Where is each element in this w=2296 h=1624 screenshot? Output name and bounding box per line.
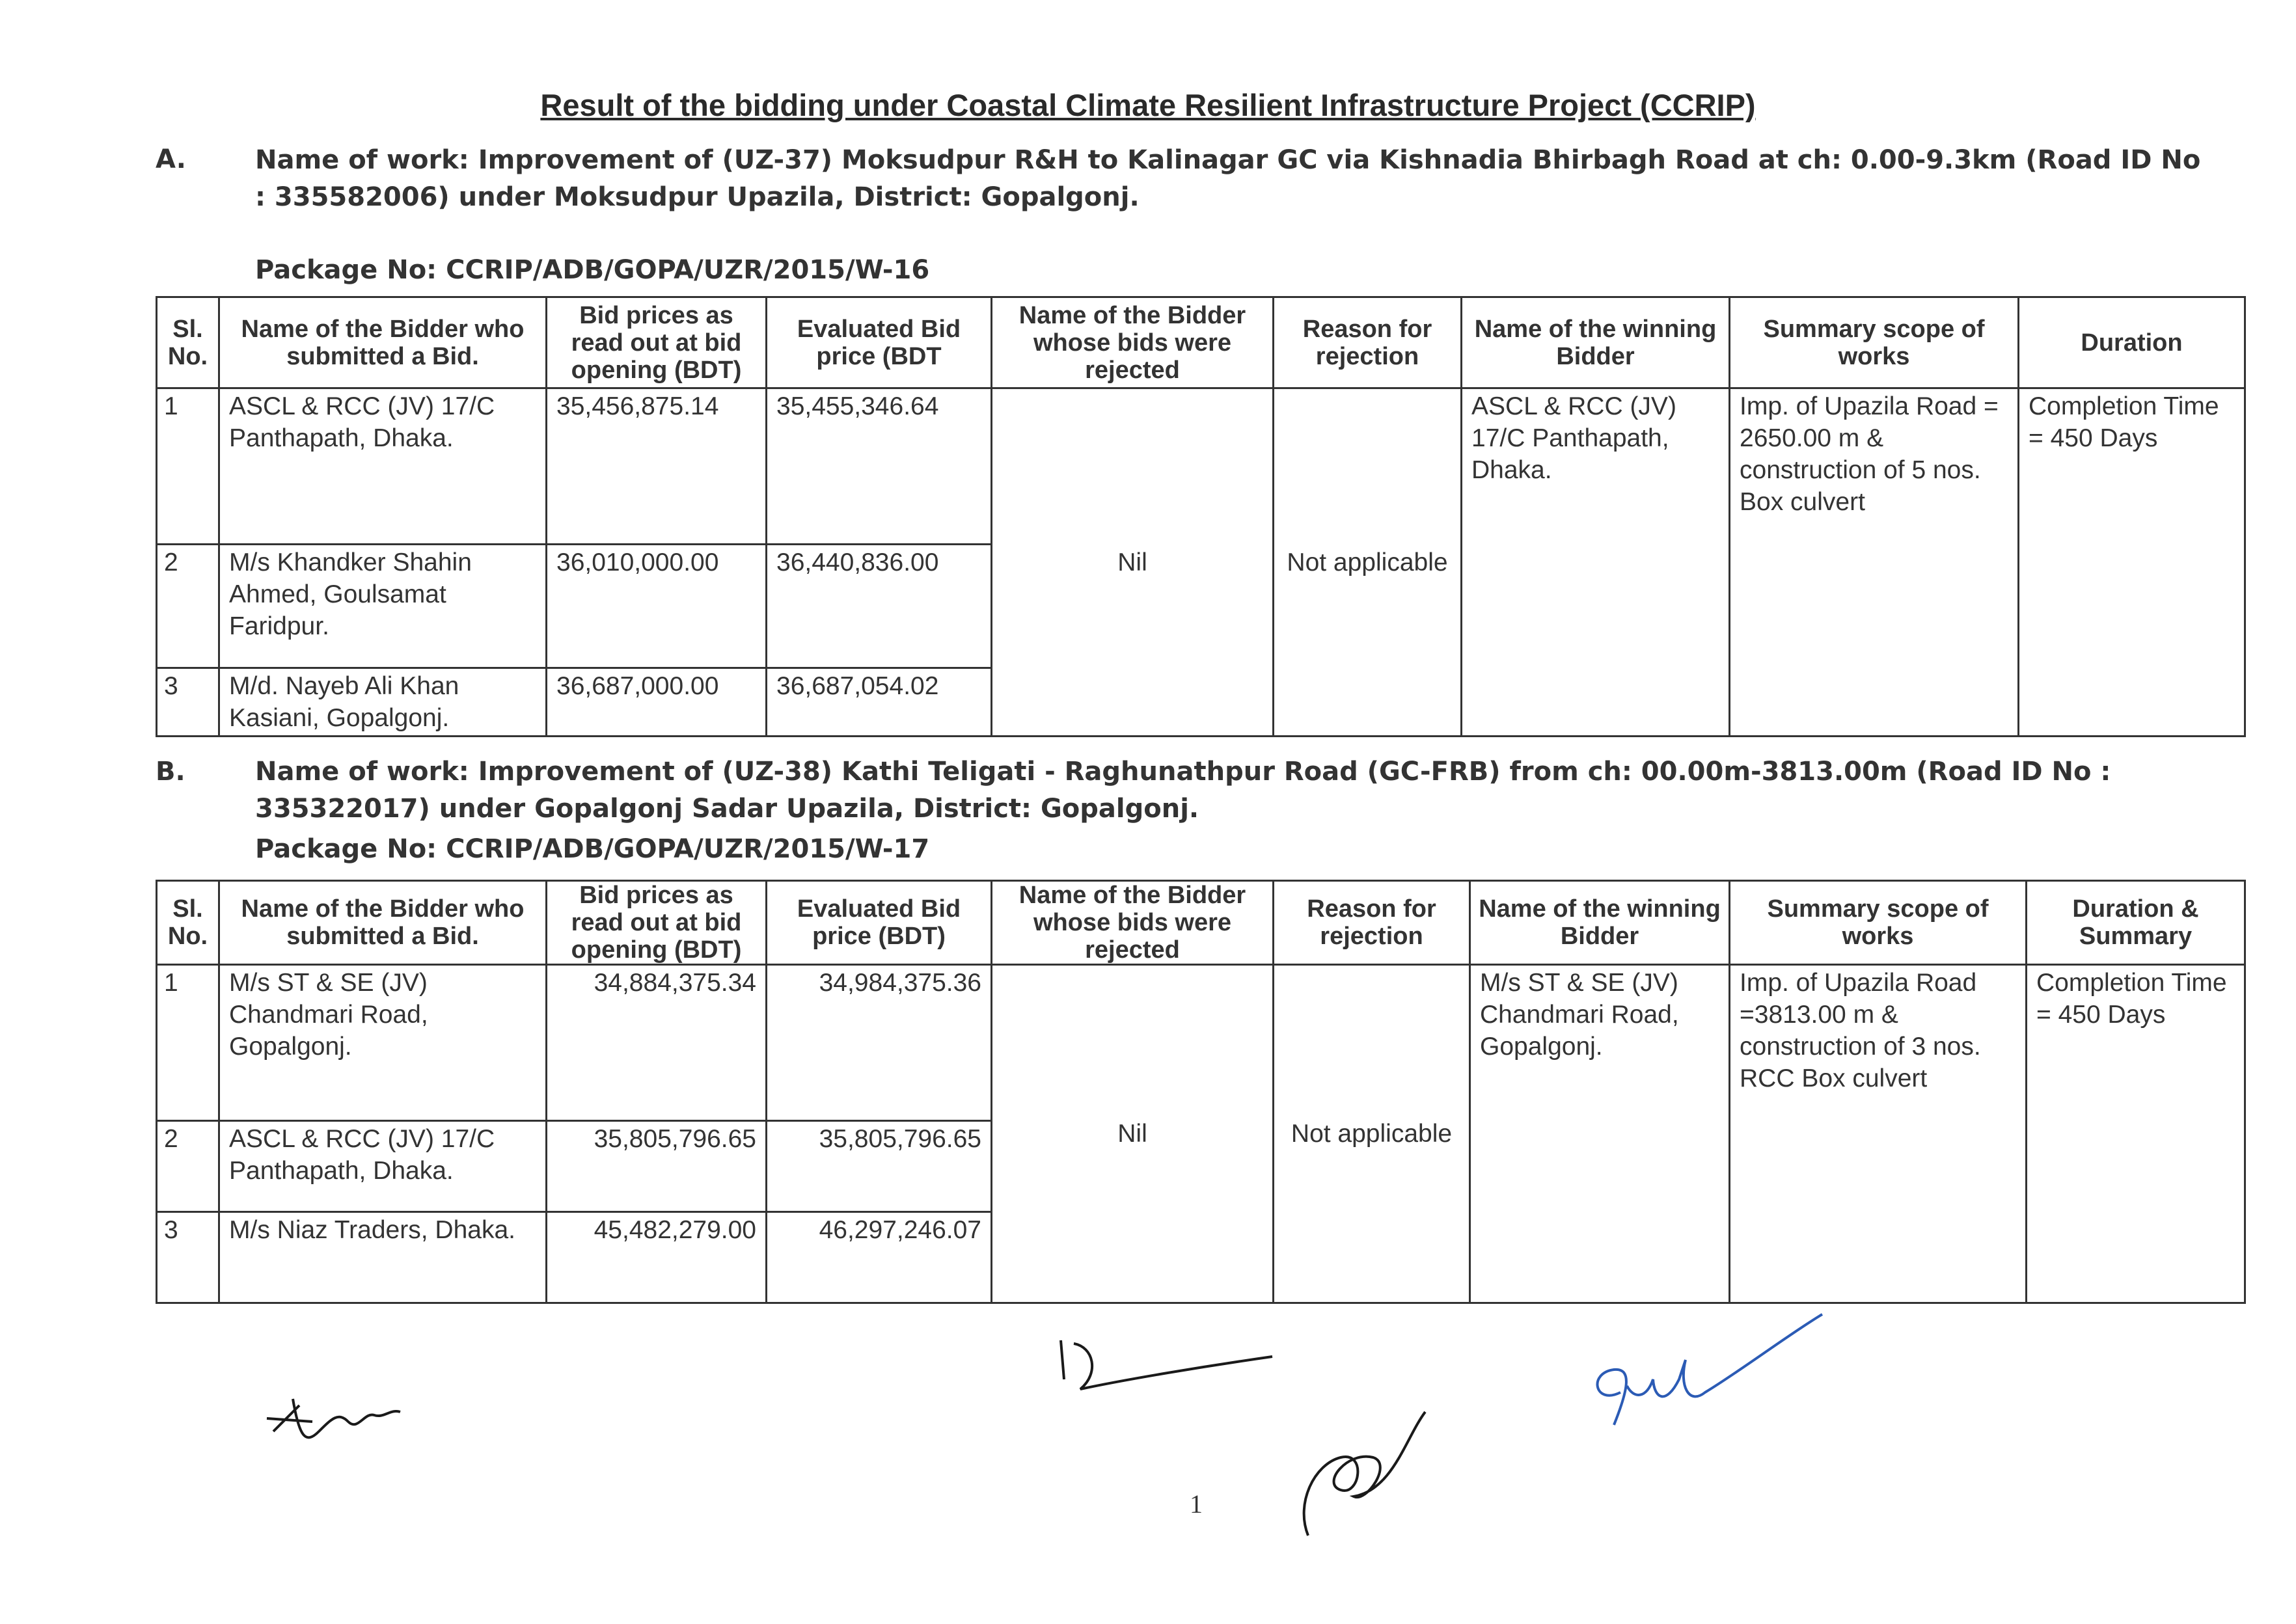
header-bid-price: Bid prices as read out at bid opening (BDT) — [547, 881, 767, 965]
header-scope: Summary scope of works — [1730, 881, 2027, 965]
signature-1 — [254, 1360, 410, 1457]
section-a-letter: A. — [156, 144, 186, 174]
bidder-name-cell: M/s ST & SE (JV) Chandmari Road, Gopalgonj. — [219, 965, 547, 1121]
table-header-row — [157, 297, 2245, 388]
rejection-reason-cell: Not applicable — [1274, 965, 1470, 1303]
header-evaluated-price: Evaluated Bid price (BDT) — [767, 881, 992, 965]
bidder-name-cell: ASCL & RCC (JV) 17/C Panthapath, Dhaka. — [219, 1121, 547, 1212]
sl-no-cell: 1 — [157, 388, 219, 545]
signature-4 — [1581, 1308, 1842, 1431]
bid-table-b — [156, 880, 2246, 1304]
rejected-bidder-cell: Nil — [992, 965, 1274, 1303]
header-evaluated-price: Evaluated Bid price (BDT — [767, 297, 992, 388]
signature-2 — [1048, 1327, 1282, 1412]
bidder-name-cell: ASCL & RCC (JV) 17/C Panthapath, Dhaka. — [219, 388, 547, 545]
winning-bidder-cell: M/s ST & SE (JV) Chandmari Road, Gopalgonj. — [1470, 965, 1730, 1303]
signature-3 — [1295, 1399, 1438, 1549]
page-title: Result of the bidding under Coastal Climate Resilient Infrastructure Project (CCRIP) — [540, 88, 1756, 122]
evaluated-price-cell: 35,455,346.64 — [767, 388, 992, 545]
scope-cell: Imp. of Upazila Road =3813.00 m & construction of 3 nos. RCC Box culvert — [1730, 965, 2027, 1303]
bid-price-cell: 45,482,279.00 — [547, 1212, 767, 1303]
header-rejection-reason: Reason for rejection — [1274, 881, 1470, 965]
sl-no-cell: 3 — [157, 668, 219, 737]
header-scope: Summary scope of works — [1730, 297, 2019, 388]
header-rejected-bidder: Name of the Bidder whose bids were rejected — [992, 881, 1274, 965]
bid-price-cell: 36,010,000.00 — [547, 545, 767, 668]
bid-price-cell: 36,687,000.00 — [547, 668, 767, 737]
scope-cell: Imp. of Upazila Road = 2650.00 m & construction of 5 nos. Box culvert — [1730, 388, 2019, 737]
section-b-package: Package No: CCRIP/ADB/GOPA/UZR/2015/W-17 — [255, 834, 930, 864]
duration-cell: Completion Time = 450 Days — [2019, 388, 2245, 737]
header-bid-price: Bid prices as read out at bid opening (BDT) — [547, 297, 767, 388]
evaluated-price-cell: 46,297,246.07 — [767, 1212, 992, 1303]
bidder-name-cell: M/s Khandker Shahin Ahmed, Goulsamat Faridpur. — [219, 545, 547, 668]
bid-price-cell: 35,805,796.65 — [547, 1121, 767, 1212]
section-a-package: Package No: CCRIP/ADB/GOPA/UZR/2015/W-16 — [255, 255, 930, 285]
header-duration: Duration — [2019, 297, 2245, 388]
header-rejected-bidder: Name of the Bidder whose bids were rejected — [992, 297, 1274, 388]
duration-cell: Completion Time = 450 Days — [2027, 965, 2245, 1303]
header-sl-no: Sl. No. — [157, 297, 219, 388]
section-a-work-name: Name of work: Improvement of (UZ-37) Moksudpur R&H to Kalinagar GC via Kishnadia Bhirbagh Road at ch: 0.00-9.3km (Road ID No : 335582006) under Moksudpur Upazila, District: Gopalgonj. — [255, 145, 2201, 212]
header-sl-no: Sl. No. — [157, 881, 219, 965]
header-winning-bidder: Name of the winning Bidder — [1462, 297, 1730, 388]
evaluated-price-cell: 35,805,796.65 — [767, 1121, 992, 1212]
bidder-name-cell: M/d. Nayeb Ali Khan Kasiani, Gopalgonj. — [219, 668, 547, 737]
rejected-bidder-cell: Nil — [992, 388, 1274, 737]
bid-table-a — [156, 296, 2246, 737]
table-row — [157, 965, 2245, 1121]
page-number: 1 — [1190, 1489, 1203, 1519]
winning-bidder-cell: ASCL & RCC (JV) 17/C Panthapath, Dhaka. — [1462, 388, 1730, 737]
bid-price-cell: 34,884,375.34 — [547, 965, 767, 1121]
rejection-reason-cell: Not applicable — [1274, 388, 1462, 737]
evaluated-price-cell: 34,984,375.36 — [767, 965, 992, 1121]
table-header-row — [157, 881, 2245, 965]
table-row — [157, 388, 2245, 545]
evaluated-price-cell: 36,440,836.00 — [767, 545, 992, 668]
sl-no-cell: 3 — [157, 1212, 219, 1303]
section-b-work-name: Name of work: Improvement of (UZ-38) Kathi Teligati - Raghunathpur Road (GC-FRB) from ch: 00.00m-3813.00m (Road ID No : 335322017) under Gopalgonj Sadar Upazila, District: Gopalgonj. — [255, 757, 2111, 824]
header-duration: Duration & Summary — [2027, 881, 2245, 965]
sl-no-cell: 2 — [157, 1121, 219, 1212]
sl-no-cell: 2 — [157, 545, 219, 668]
bidder-name-cell: M/s Niaz Traders, Dhaka. — [219, 1212, 547, 1303]
section-b-letter: B. — [156, 757, 185, 787]
header-bidder-name: Name of the Bidder who submitted a Bid. — [219, 881, 547, 965]
bid-price-cell: 35,456,875.14 — [547, 388, 767, 545]
header-rejection-reason: Reason for rejection — [1274, 297, 1462, 388]
header-winning-bidder: Name of the winning Bidder — [1470, 881, 1730, 965]
sl-no-cell: 1 — [157, 965, 219, 1121]
header-bidder-name: Name of the Bidder who submitted a Bid. — [219, 297, 547, 388]
evaluated-price-cell: 36,687,054.02 — [767, 668, 992, 737]
